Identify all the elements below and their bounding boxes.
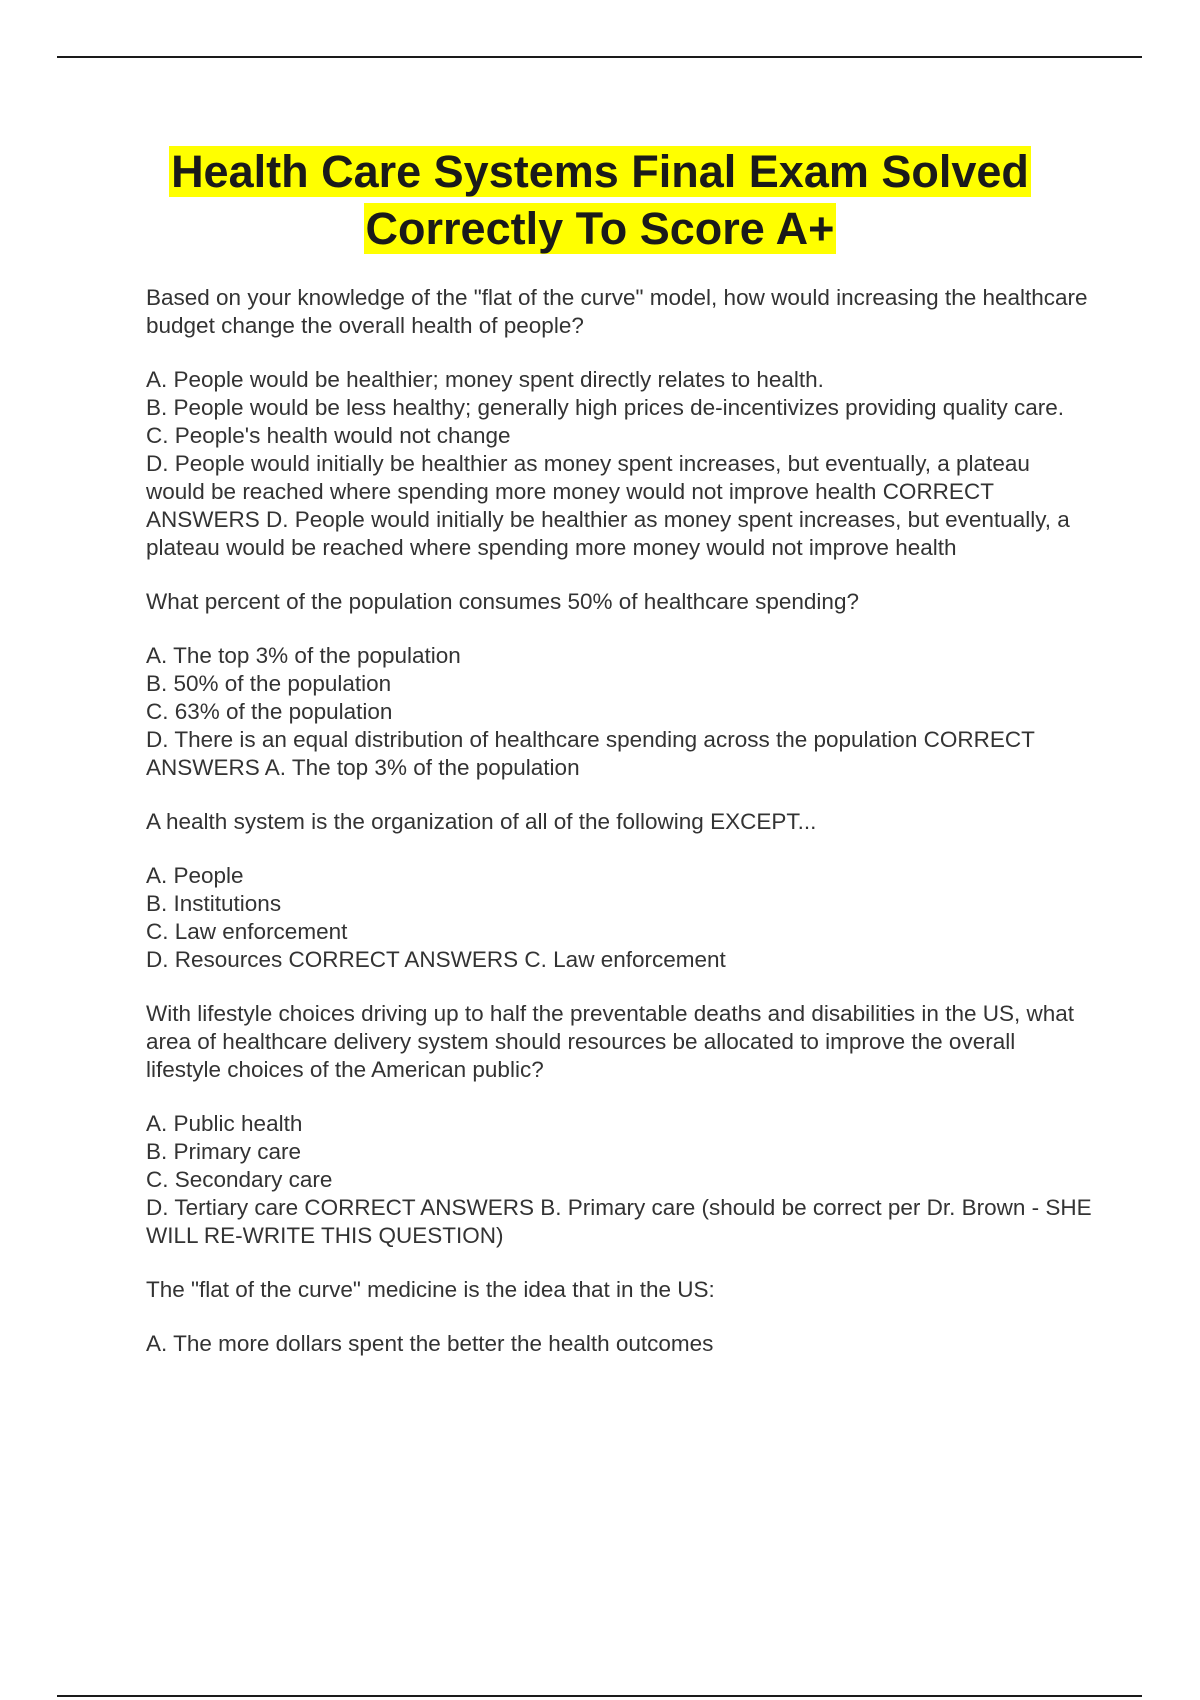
answer-option: C. Secondary care <box>146 1167 333 1192</box>
question-stem: With lifestyle choices driving up to half the preventable deaths and disabilities in the US, what area of healthcare delivery system should resources be allocated to improve the overall lifestyle choices of the American public? <box>146 1001 1075 1082</box>
answer-option: A. The top 3% of the population <box>146 643 461 668</box>
question-stem: A health system is the organization of all of the following EXCEPT... <box>146 809 817 834</box>
question-4 <box>146 1000 1094 1250</box>
answer-option: A. Public health <box>146 1111 303 1136</box>
answer-option: B. 50% of the population <box>146 671 392 696</box>
answer-options <box>146 1110 1094 1250</box>
answer-option: C. 63% of the population <box>146 699 393 724</box>
question-1 <box>146 284 1094 562</box>
answer-option: D. People would initially be healthier as money spent increases, but eventually, a plateau would be reached where spending more money would not improve health CORRECT ANSWERS D. People would initially be healthier as money spent increases, but eventually, a plateau would be reached where spending more money would not improve health <box>146 451 1070 560</box>
answer-options <box>146 862 1094 974</box>
document-title <box>0 143 1200 257</box>
answer-option: A. People would be healthier; money spent directly relates to health. <box>146 367 824 392</box>
answer-option: D. Resources CORRECT ANSWERS C. Law enforcement <box>146 947 726 972</box>
answer-option: B. People would be less healthy; generally high prices de-incentivizes providing quality care. <box>146 395 1065 420</box>
answer-options <box>146 1330 1094 1358</box>
answer-option: A. People <box>146 863 244 888</box>
question-3 <box>146 808 1094 974</box>
answer-option: D. There is an equal distribution of healthcare spending across the population CORRECT ANSWERS A. The top 3% of the population <box>146 727 1035 780</box>
answer-option: C. Law enforcement <box>146 919 348 944</box>
top-rule <box>57 56 1142 58</box>
answer-option: A. The more dollars spent the better the health outcomes <box>146 1331 714 1356</box>
title-line-2: Correctly To Score A+ <box>365 203 835 254</box>
answer-option: B. Institutions <box>146 891 282 916</box>
answer-option: D. Tertiary care CORRECT ANSWERS B. Primary care (should be correct per Dr. Brown - SHE WILL RE-WRITE THIS QUESTION) <box>146 1195 1092 1248</box>
document-body <box>146 284 1094 1384</box>
answer-option: C. People's health would not change <box>146 423 511 448</box>
question-2 <box>146 588 1094 782</box>
answer-options <box>146 366 1094 562</box>
question-stem: The "flat of the curve" medicine is the idea that in the US: <box>146 1277 715 1302</box>
answer-options <box>146 642 1094 782</box>
answer-option: B. Primary care <box>146 1139 302 1164</box>
question-5 <box>146 1276 1094 1358</box>
title-line-1: Health Care Systems Final Exam Solved <box>171 146 1029 197</box>
question-stem: Based on your knowledge of the "flat of the curve" model, how would increasing the healthcare budget change the overall health of people? <box>146 285 1088 338</box>
question-stem: What percent of the population consumes 50% of healthcare spending? <box>146 589 859 614</box>
bottom-rule <box>57 1695 1142 1697</box>
